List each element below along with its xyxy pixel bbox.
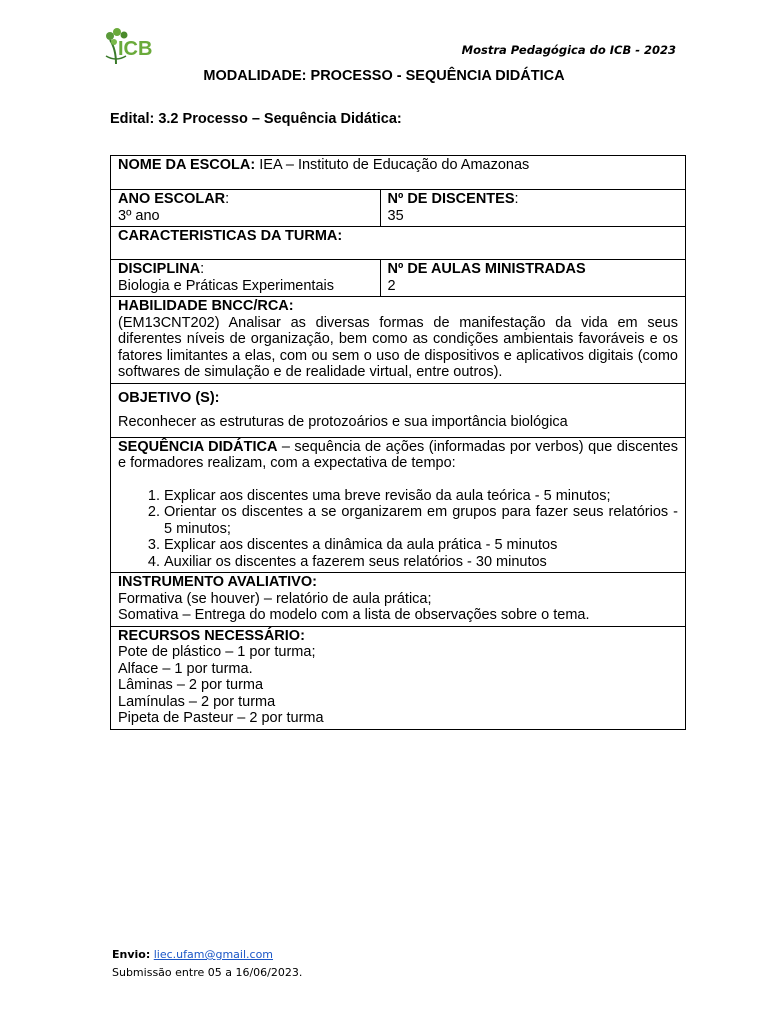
resource-item: Lamínulas – 2 por turma bbox=[118, 693, 276, 710]
skill-text: (EM13CNT202) Analisar as diversas formas de manifestação da vida em seus diferentes níveis de organização, bem como as condições ambientais favoráveis e os fatores limitantes a elas, com ou sem o uso de dispositivos e aplicativos digitais (como softwares de simulação e de realidade virtual, entre outros). bbox=[118, 314, 678, 380]
footer bbox=[112, 946, 302, 982]
lessons-value: 2 bbox=[387, 277, 396, 294]
class-cell bbox=[111, 227, 686, 260]
school-value: IEA – Instituto de Educação do Amazonas bbox=[255, 157, 530, 173]
row-objective bbox=[111, 383, 686, 437]
resources-cell bbox=[111, 626, 686, 729]
assessment-label: INSTRUMENTO AVALIATIVO: bbox=[118, 574, 317, 590]
row-school bbox=[111, 156, 686, 190]
lesson-plan-table bbox=[110, 155, 686, 730]
skill-label: HABILIDADE BNCC/RCA: bbox=[118, 298, 294, 314]
logo-text: ICB bbox=[118, 38, 153, 60]
sequence-intro: – sequência de ações (informadas por verbos) que discentes e formadores realizam, com a expectativa de tempo: bbox=[118, 438, 678, 471]
objective-text: Reconhecer as estruturas de protozoários e sua importância biológica bbox=[118, 414, 568, 430]
resource-item: Lâminas – 2 por turma bbox=[118, 677, 264, 693]
sequence-cell bbox=[111, 437, 686, 573]
list-item: 4. Auxiliar os discentes a fazerem seus relatórios - 30 minutos bbox=[164, 554, 678, 571]
event-title: Mostra Pedagógica do ICB - 2023 bbox=[461, 43, 676, 57]
resource-item: Pote de plástico – 1 por turma; bbox=[118, 644, 316, 660]
row-skill bbox=[111, 297, 686, 384]
lessons-cell bbox=[380, 260, 685, 297]
objective-cell bbox=[111, 383, 686, 437]
discipline-cell: DISCIPLINA: Biologia e Práticas Experimentais bbox=[111, 260, 381, 297]
page-title: MODALIDADE: PROCESSO - SEQUÊNCIA DIDÁTICA bbox=[203, 68, 565, 84]
list-item: 3. Explicar aos discentes a dinâmica da aula prática - 5 minutos bbox=[164, 537, 678, 554]
resources-label: RECURSOS NECESSÁRIO: bbox=[118, 627, 305, 644]
assessment-line: Somativa – Entrega do modelo com a lista de observações sobre o tema. bbox=[118, 607, 590, 623]
row-sequence bbox=[111, 437, 686, 573]
discipline-value: Biologia e Práticas Experimentais bbox=[118, 277, 334, 294]
email-link[interactable]: liec.ufam@gmail.com bbox=[153, 948, 274, 961]
year-cell: ANO ESCOLAR: 3º ano bbox=[111, 190, 381, 227]
skill-cell bbox=[111, 297, 686, 384]
year-label: ANO ESCOLAR bbox=[118, 191, 226, 207]
row-discipline-lessons bbox=[111, 260, 686, 297]
row-class bbox=[111, 227, 686, 260]
students-cell: Nº DE DISCENTES: 35 bbox=[380, 190, 685, 227]
discipline-label: DISCIPLINA bbox=[118, 261, 201, 277]
resource-item: Pipeta de Pasteur – 2 por turma bbox=[118, 710, 324, 726]
edital-subtitle: Edital: 3.2 Processo – Sequência Didática: bbox=[110, 111, 402, 127]
school-label: NOME DA ESCOLA: bbox=[118, 157, 256, 173]
list-item: 2. Orientar os discentes a se organizarem em grupos para fazer seus relatórios - 5 minutos; bbox=[164, 504, 678, 537]
assessment-line: Formativa (se houver) – relatório de aula prática; bbox=[118, 590, 432, 607]
lessons-label: Nº DE AULAS MINISTRADAS bbox=[387, 261, 586, 277]
assessment-cell bbox=[111, 573, 686, 627]
row-resources bbox=[111, 626, 686, 729]
school-cell bbox=[111, 156, 686, 190]
sequence-steps bbox=[118, 488, 678, 571]
objective-label: OBJETIVO (S): bbox=[118, 389, 220, 406]
students-value: 35 bbox=[387, 207, 404, 224]
row-assessment bbox=[111, 573, 686, 627]
send-label: Envio: bbox=[112, 948, 151, 961]
submission-dates: Submissão entre 05 a 16/06/2023. bbox=[112, 966, 303, 979]
year-value: 3º ano bbox=[118, 207, 160, 224]
resource-item: Alface – 1 por turma. bbox=[118, 660, 253, 677]
list-item: 1. Explicar aos discentes uma breve revisão da aula teórica - 5 minutos; bbox=[164, 488, 678, 505]
class-label: CARACTERISTICAS DA TURMA: bbox=[118, 228, 343, 244]
row-year-students bbox=[111, 190, 686, 227]
sequence-label: SEQUÊNCIA DIDÁTICA bbox=[118, 438, 278, 455]
students-label: Nº DE DISCENTES bbox=[387, 191, 515, 207]
